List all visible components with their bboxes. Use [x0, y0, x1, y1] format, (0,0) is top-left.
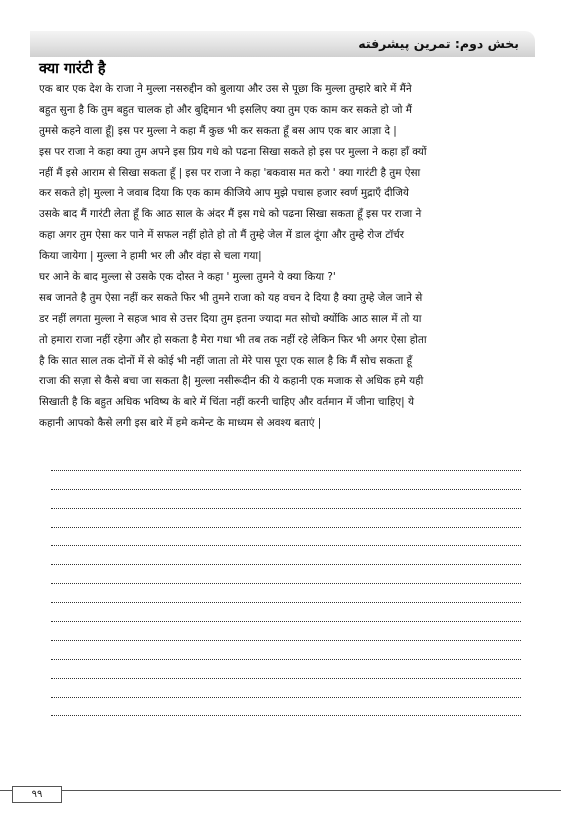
dotted-answer-line [51, 603, 521, 622]
dotted-answer-line [51, 509, 521, 528]
section-label: بخش دوم: تمرین پیشرفته [358, 36, 519, 51]
dotted-answer-line [51, 490, 521, 509]
body-line: उसके बाद मैं गारंटी लेता हूँ कि आठ साल के अंदर मैं इस गधे को पढना सिखा सकता हूँ इस पर राजा ने [39, 208, 422, 221]
dotted-answer-line [51, 641, 521, 660]
section-header-bar [30, 31, 535, 57]
page-number: ۹۹ [12, 786, 62, 803]
body-line: तुमसे कहने वाला हूँ| इस पर मुल्ला ने कहा मैं कुछ भी कर सकता हूँ बस आप एक बार आज्ञा दे | [39, 124, 397, 137]
body-line: डर नहीं लगता मुल्ला ने सहज भाव से उत्तर दिया तुम इतना ज्यादा मत सोचो क्योंकि आठ साल में तो या [39, 312, 422, 325]
dotted-answer-line [51, 679, 521, 698]
body-line: कर सकते हो| मुल्ला ने जवाब दिया कि एक काम कीजिये आप मुझे पचास हजार स्वर्ण मुद्राएँ दीजिये [39, 187, 409, 200]
body-line: घर आने के बाद मुल्ला से उसके एक दोस्त ने कहा ' मुल्ला तुमने ये क्या किया ?' [39, 271, 336, 284]
body-line: कहा अगर तुम ऐसा कर पाने में सफल नहीं होते हो तो मैं तुम्हे जेल में डाल दूंगा और तुम्हे रोज टॉर्चर [39, 229, 404, 242]
dotted-answer-line [51, 565, 521, 584]
body-line: तो हमारा राजा नहीं रहेगा और हो सकता है मेरा गधा भी तब तक नहीं रहे लेकिन फिर भी अगर ऐसा होता [39, 333, 427, 346]
story-title: क्या गारंटी है [39, 61, 106, 77]
body-line: बहुत सुना है कि तुम बहुत चालक हो और बुद्दिमान भी इसलिए क्या तुम एक काम कर सकते हो जो मैं [39, 103, 412, 116]
dotted-answer-line [51, 622, 521, 641]
body-line: किया जायेगा | मुल्ला ने हामी भर ली और वंहा से चला गया| [39, 250, 262, 263]
dotted-answer-line [51, 452, 521, 471]
body-line: है कि सात साल तक दोनों में से कोई भी नहीं जाता तो मेरे पास पूरा एक साल है कि मैं सोच सकता हूँ [39, 354, 412, 367]
dotted-answer-line [51, 546, 521, 565]
body-line: इस पर राजा ने कहा क्या तुम अपने इस प्रिय गधे को पढना सिखा सकते हो इस पर मुल्ला ने कहा हाँ क्यों [39, 145, 427, 158]
dotted-answer-line [51, 660, 521, 679]
body-line: कहानी आपको कैसे लगी इस बारे में हमे कमेन्ट के माध्यम से अवश्य बताएं | [39, 417, 322, 430]
story-body [39, 79, 536, 434]
dotted-answer-line [51, 528, 521, 547]
dotted-answer-line [51, 584, 521, 603]
answer-lines [51, 452, 521, 716]
body-line: सब जानते है तुम ऐसा नहीं कर सकते फिर भी तुमने राजा को यह वचन दे दिया है क्या तुम्हे जेल जाने से [39, 291, 423, 304]
body-line: एक बार एक देश के राजा ने मुल्ला नसरुद्दीन को बुलाया और उस से पूछा कि मुल्ला तुम्हारे बारे में मैंने [39, 83, 412, 95]
dotted-answer-line [51, 698, 521, 717]
dotted-answer-line [51, 471, 521, 490]
footer-rule [0, 790, 561, 791]
body-line: राजा की सज़ा से कैसे बचा जा सकता है| मुल्ला नसीरूदीन की ये कहानी एक मजाक से अधिक हमे यही [39, 375, 424, 388]
body-line: सिखाती है कि बहुत अधिक भविष्य के बारे में चिंता नहीं करनी चाहिए और वर्तमान में जीना चाहिए| ये [39, 396, 414, 409]
body-line: नहीं मैं इसे आराम से सिखा सकता हूँ | इस पर राजा ने कहा 'बकवास मत करो ' क्या गारंटी है तुम ऐसा [39, 166, 421, 179]
